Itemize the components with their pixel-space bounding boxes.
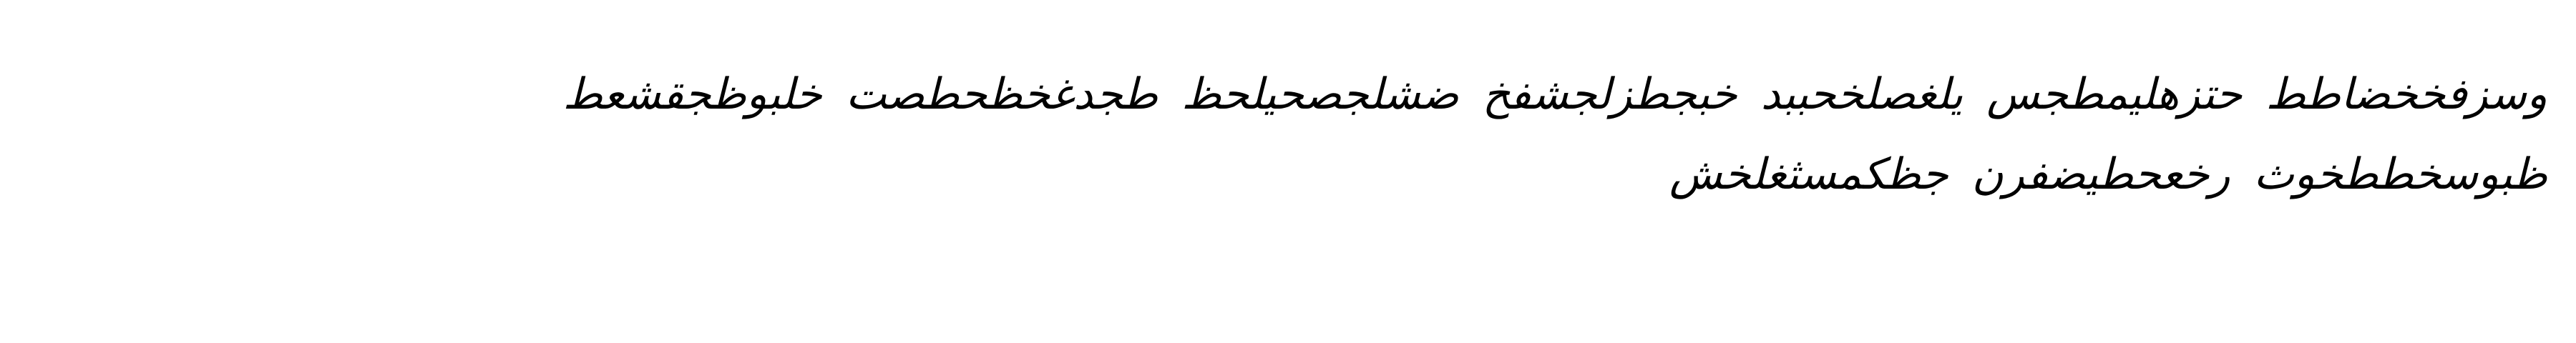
text-line-1: وسزفخخضاطط حتزهليمطجس يلغصلخحببد خبجطزلجشفخ ضشلجصحيلحظ طجدغخظحطصت خلبوظجقشعط [562,69,2547,119]
text-line-2: ظبوسخططخوث رخعحطيضفرن جظكمسثغلخش [1669,149,2547,199]
paragraph [272,54,2547,214]
